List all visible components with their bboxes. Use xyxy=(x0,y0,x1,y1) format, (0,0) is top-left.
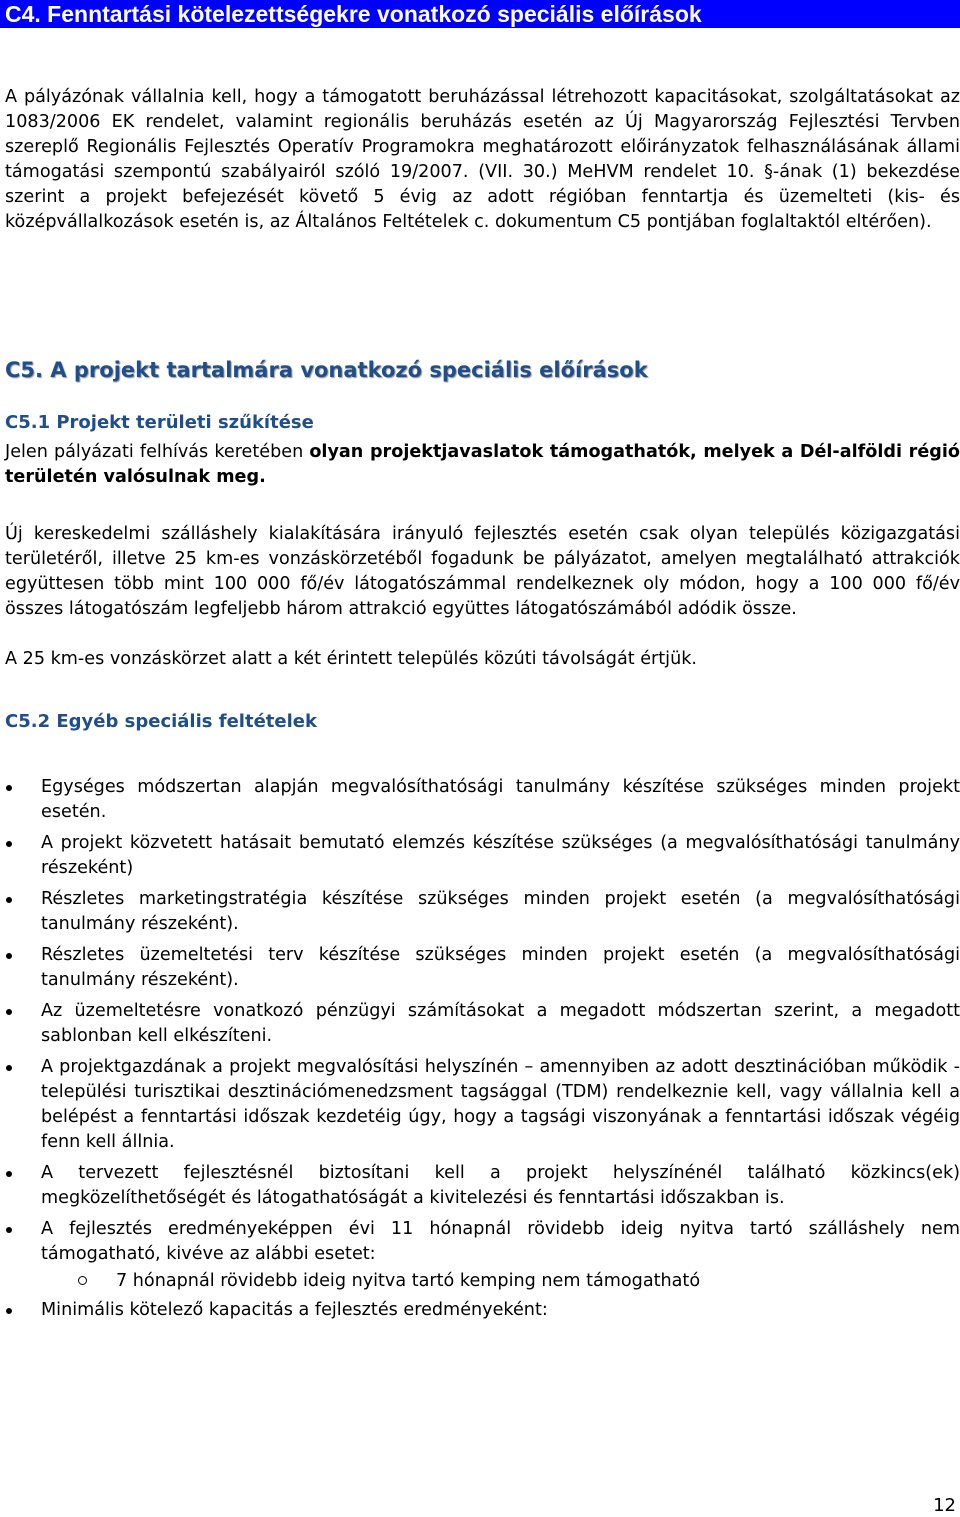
list-item xyxy=(0,1055,960,1155)
bullet-icon xyxy=(6,897,12,903)
section-c4-paragraph: A pályázónak vállalnia kell, hogy a támogatott beruházással létrehozott kapacitásokat, szolgáltatásokat az 1083/2006 EK rendelet, valamint regionális beruházás esetén az Új Magyarország Fejlesztési Tervben szereplő Regionális Fejlesztés Operatív Programokra meghatározott előirányzatok felhasználásának állami támogatási szempontú szabályairól szóló 19/2007. (VII. 30.) MeHVM rendelet 10. §-ának (1) bekezdése szerint a projekt befejezését követő 5 évig az adott régióban fenntartja és üzemelteti (kis- és középvállalkozások esetén is, az Általános Feltételek c. dokumentum C5 pontjában foglaltaktól eltérően). xyxy=(5,87,960,232)
bullet-icon xyxy=(6,785,12,791)
section-c5-heading: C5. A projekt tartalmára vonatkozó speciális előírások xyxy=(5,358,648,382)
list-item xyxy=(0,775,960,825)
list-item-text: Egységes módszertan alapján megvalósíthatósági tanulmány készítése szükséges minden projekt esetén. xyxy=(41,777,960,822)
list-item-text: Minimális kötelező kapacitás a fejlesztés eredményeként: xyxy=(41,1300,548,1320)
bullet-icon xyxy=(6,953,12,959)
sub-list-item-text: 7 hónapnál rövidebb ideig nyitva tartó kemping nem támogatható xyxy=(116,1271,701,1291)
sub-bullet-icon xyxy=(78,1276,87,1285)
intro-bold-text: olyan projektjavaslatok támogathatók, melyek a Dél-alföldi régió területén valósulnak meg. xyxy=(5,442,960,487)
list-item xyxy=(0,1298,960,1323)
section-c5-1-paragraph-2: Új kereskedelmi szálláshely kialakítására irányuló fejlesztés esetén csak olyan település közigazgatási területéről, illetve 25 km-es vonzáskörzetéből fogadunk be pályázatot, amelyen megtalálható attrakciók együttesen több mint 100 000 fő/év látogatószámmal rendelkeznek oly módon, hogy a 100 000 fő/év összes látogatószám legfeljebb három attrakció együttes látogatószámából adódik össze. xyxy=(5,524,960,619)
list-item-text: A projektgazdának a projekt megvalósítási helyszínén – amennyiben az adott desztinációban működik - települési turisztikai desztinációmenedzsment tagsággal (TDM) rendelkeznie kell, vagy vállalnia kell a belépést a fenntartási időszak kezdetéig úgy, hogy a tagsági viszonyának a fenntartási időszak végéig fenn kell állnia. xyxy=(41,1057,960,1152)
bullet-icon xyxy=(6,1171,12,1177)
section-c5-1-paragraph-3: A 25 km-es vonzáskörzet alatt a két érintett település közúti távolságát értjük. xyxy=(5,649,698,669)
section-c4-heading: C4. Fenntartási kötelezettségekre vonatkozó speciális előírások xyxy=(0,0,960,28)
section-c5-1-heading: C5.1 Projekt területi szűkítése xyxy=(5,412,314,433)
list-item-text: A projekt közvetett hatásait bemutató elemzés készítése szükséges (a megvalósíthatósági tanulmány részeként) xyxy=(41,833,960,878)
list-item-text: Részletes marketingstratégia készítése szükséges minden projekt esetén (a megvalósíthatósági tanulmány részeként). xyxy=(41,889,960,934)
conditions-list xyxy=(0,775,960,1329)
list-item-text: A fejlesztés eredményeképpen évi 11 hónapnál rövidebb ideig nyitva tartó szálláshely nem támogatható, kivéve az alábbi esetet: xyxy=(41,1219,960,1264)
list-item-text: Részletes üzemeltetési terv készítése szükséges minden projekt esetén (a megvalósíthatósági tanulmány részeként). xyxy=(41,945,960,990)
list-item xyxy=(0,831,960,881)
list-item-text: Az üzemeltetésre vonatkozó pénzügyi számításokat a megadott módszertan szerint, a megadott sablonban kell elkészíteni. xyxy=(41,1001,960,1046)
list-item xyxy=(0,1217,960,1267)
list-item xyxy=(0,943,960,993)
page-number: 12 xyxy=(933,1495,956,1516)
section-c5-1-intro xyxy=(5,440,960,490)
list-item xyxy=(0,999,960,1049)
list-item xyxy=(0,1161,960,1211)
list-item-text: A tervezett fejlesztésnél biztosítani kell a projekt helyszínénél található közkincs(ek) megközelíthetőségét és látogathatóságát a kivitelezési és fenntartási időszakban is. xyxy=(41,1163,960,1208)
bullet-icon xyxy=(6,1065,12,1071)
list-item xyxy=(0,887,960,937)
bullet-icon xyxy=(6,1227,12,1233)
section-c5-2-heading: C5.2 Egyéb speciális feltételek xyxy=(5,711,317,732)
bullet-icon xyxy=(6,841,12,847)
bullet-icon xyxy=(6,1009,12,1015)
intro-plain-text: Jelen pályázati felhívás keretében xyxy=(5,442,310,462)
bullet-icon xyxy=(6,1308,12,1314)
sub-list-item xyxy=(0,1269,960,1294)
